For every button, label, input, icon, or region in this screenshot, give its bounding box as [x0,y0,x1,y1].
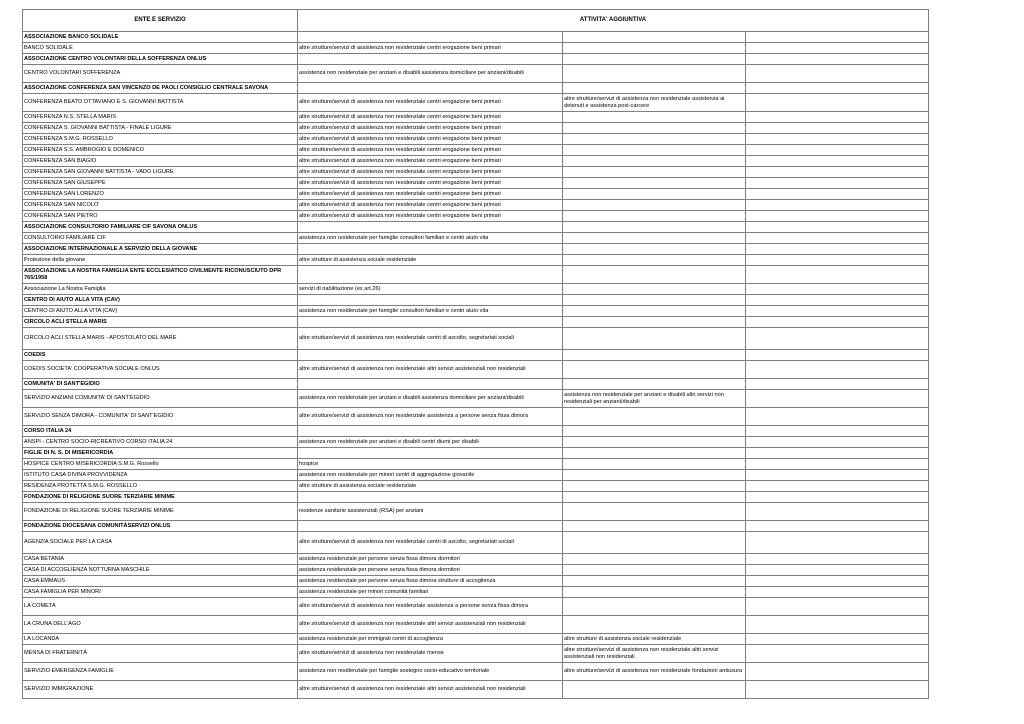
group-header-row [23,350,929,361]
ente-cell: CORSO ITALIA 24 [23,426,298,437]
ente-cell: COMUNITA' DI SANT'EGIDIO [23,379,298,390]
table-row [23,532,929,554]
attivita-cell-1: assistenza non residenziale per famiglie consultori familiari e centri aiuto vita [298,233,563,244]
ente-cell: CASA FAMIGLIA PER MINORI [23,587,298,598]
attivita-cell-2 [563,43,746,54]
ente-cell: ASSOCIAZIONE INTERNAZIONALE A SERVIZIO DELLA GIOVANE [23,244,298,255]
attivita-cell-2 [563,576,746,587]
attivita-cell-3 [746,284,929,295]
table-body [23,32,929,699]
table-row [23,408,929,426]
attivita-cell-2 [563,178,746,189]
ente-cell: ASSOCIAZIONE CONFERENZA SAN VINCENZO DE PAOLI CONSIGLIO CENTRALE SAVONA [23,83,298,94]
attivita-cell-1 [298,448,563,459]
table-row [23,459,929,470]
attivita-cell-2 [563,361,746,379]
group-header-row [23,266,929,284]
attivita-cell-3 [746,156,929,167]
attivita-cell-2 [563,306,746,317]
attivita-cell-3 [746,43,929,54]
attivita-cell-3 [746,437,929,448]
services-table [22,9,929,699]
attivita-cell-3 [746,328,929,350]
ente-cell: LA LOCANDA [23,634,298,645]
attivita-cell-1: altre strutture/servizi di assistenza non residenziale assistenza a persone senza fissa dimora [298,598,563,616]
attivita-cell-1: altre strutture/servizi di assistenza non residenziale centri erogazione beni primari [298,189,563,200]
attivita-cell-2 [563,408,746,426]
attivita-cell-2 [563,123,746,134]
attivita-cell-3 [746,123,929,134]
attivita-cell-2 [563,83,746,94]
attivita-cell-3 [746,459,929,470]
ente-cell: AGENZIA SOCIALE PER LA CASA [23,532,298,554]
attivita-cell-2 [563,244,746,255]
attivita-cell-3 [746,426,929,437]
attivita-cell-2 [563,145,746,156]
attivita-cell-3 [746,112,929,123]
attivita-cell-2 [563,200,746,211]
ente-cell: CASA BETANIA [23,554,298,565]
table-row [23,189,929,200]
table-row [23,156,929,167]
ente-cell: FONDAZIONE DI RELIGIONE SUORE TERZIARIE MINIME [23,492,298,503]
attivita-cell-1: hospice [298,459,563,470]
attivita-cell-2 [563,521,746,532]
ente-cell: CIRCOLO ACLI STELLA MARIS - APOSTOLATO DEL MARE [23,328,298,350]
group-header-row [23,317,929,328]
attivita-cell-2 [563,554,746,565]
ente-cell: CIRCOLO ACLI STELLA MARIS [23,317,298,328]
ente-cell: COEDIS SOCIETA' COOPERATIVA SOCIALE ONLUS [23,361,298,379]
attivita-cell-1 [298,32,563,43]
ente-cell: SERVIZIO SENZA DIMORA - COMUNITA' DI SANT'EGIDIO [23,408,298,426]
table-row [23,112,929,123]
attivita-cell-3 [746,645,929,663]
attivita-cell-1: altre strutture/servizi di assistenza non residenziale altri servizi assistenziali non residenziali [298,616,563,634]
attivita-cell-1: assistenza residenziale per persone senza fissa dimora dormitori [298,554,563,565]
attivita-cell-3 [746,576,929,587]
attivita-cell-1: altre strutture/servizi di assistenza non residenziale centri erogazione beni primari [298,156,563,167]
ente-cell: CONFERENZA N.S. STELLA MARIS [23,112,298,123]
ente-cell: LA COMETA [23,598,298,616]
attivita-cell-2 [563,437,746,448]
attivita-cell-3 [746,317,929,328]
attivita-cell-1 [298,521,563,532]
attivita-cell-1 [298,295,563,306]
attivita-cell-1 [298,266,563,284]
attivita-cell-2 [563,426,746,437]
table-row [23,681,929,699]
table-row [23,437,929,448]
attivita-cell-1: altre strutture/servizi di assistenza non residenziale centri erogazione beni primari [298,211,563,222]
attivita-cell-1 [298,350,563,361]
ente-cell: CASA DI ACCOGLIENZA NOTTURNA MASCHILE [23,565,298,576]
attivita-cell-3 [746,532,929,554]
attivita-cell-3 [746,634,929,645]
attivita-cell-3 [746,306,929,317]
attivita-cell-3 [746,65,929,83]
attivita-cell-3 [746,255,929,266]
attivita-cell-3 [746,200,929,211]
ente-cell: SERVIZIO ANZIANI COMUNITA' DI SANT'EGIDIO [23,390,298,408]
table-row [23,587,929,598]
attivita-cell-3 [746,145,929,156]
attivita-cell-3 [746,295,929,306]
ente-cell: CONFERENZA SAN GIOVANNI BATTISTA - VADO LIGURE [23,167,298,178]
attivita-cell-1: assistenza non residenziale per anziani e disabili assistenza domiciliare per anziani/disabili [298,65,563,83]
attivita-cell-3 [746,178,929,189]
table-row [23,178,929,189]
attivita-cell-2 [563,255,746,266]
table-row [23,576,929,587]
table-row [23,233,929,244]
attivita-cell-1: altre strutture/servizi di assistenza non residenziale mense [298,645,563,663]
group-header-row [23,492,929,503]
attivita-cell-1: altre strutture di assistenza sociale residenziale [298,255,563,266]
attivita-cell-3 [746,587,929,598]
attivita-cell-1: altre strutture/servizi di assistenza non residenziale centri erogazione beni primari [298,167,563,178]
attivita-cell-1 [298,83,563,94]
attivita-cell-1: altre strutture/servizi di assistenza non residenziale centri erogazione beni primari [298,145,563,156]
table-row [23,616,929,634]
table-row [23,145,929,156]
ente-cell: CASA EMMAUS [23,576,298,587]
attivita-cell-1: altre strutture/servizi di assistenza non residenziale centri erogazione beni primari [298,94,563,112]
attivita-cell-1: altre strutture/servizi di assistenza non residenziale assistenza a persone senza fissa dimora [298,408,563,426]
attivita-cell-1: altre strutture/servizi di assistenza non residenziale centri erogazione beni primari [298,134,563,145]
ente-cell: FONDAZIONE DIOCESANA COMUNITÀSERVIZI ONLUS [23,521,298,532]
ente-cell: CONFERENZA SAN NICOLO' [23,200,298,211]
attivita-cell-3 [746,565,929,576]
attivita-cell-3 [746,361,929,379]
attivita-cell-2 [563,295,746,306]
attivita-cell-2: altre strutture/servizi di assistenza non residenziale fondazioni antiusura [563,663,746,681]
table-row [23,554,929,565]
attivita-cell-1: assistenza residenziale per persone senza fissa dimora dormitori [298,565,563,576]
attivita-cell-2 [563,112,746,123]
attivita-cell-1: servizi di riabilitazione (ex art.26) [298,284,563,295]
ente-cell: MENSA DI FRATERNITÀ [23,645,298,663]
attivita-cell-2: altre strutture/servizi di assistenza non residenziale assistenza ai detenuti e assistenza post-carcere [563,94,746,112]
attivita-cell-1: altre strutture/servizi di assistenza non residenziale centri di ascolto, segretariati sociali [298,328,563,350]
attivita-cell-3 [746,83,929,94]
table-row [23,645,929,663]
attivita-cell-3 [746,390,929,408]
attivita-cell-2 [563,350,746,361]
ente-cell: COEDIS [23,350,298,361]
attivita-cell-3 [746,244,929,255]
ente-cell: CONFERENZA SAN BIAGIO [23,156,298,167]
attivita-cell-3 [746,503,929,521]
attivita-cell-3 [746,448,929,459]
ente-cell: CENTRO VOLONTARI SOFFERENZA [23,65,298,83]
attivita-cell-2 [563,565,746,576]
attivita-cell-2 [563,503,746,521]
attivita-cell-3 [746,266,929,284]
header-row [23,10,929,32]
attivita-cell-3 [746,233,929,244]
table-row [23,94,929,112]
attivita-cell-1: altre strutture/servizi di assistenza non residenziale centri erogazione beni primari [298,43,563,54]
attivita-cell-1: altre strutture/servizi di assistenza non residenziale centri di ascolto, segretariati sociali [298,532,563,554]
attivita-cell-2 [563,266,746,284]
ente-cell: FONDAZIONE DI RELIGIONE SUORE TERZIARIE MINIME [23,503,298,521]
table-row [23,43,929,54]
attivita-cell-3 [746,167,929,178]
ente-cell: ASSOCIAZIONE CENTRO VOLONTARI DELLA SOFFERENZA ONLUS [23,54,298,65]
ente-cell: ISTITUTO CASA DIVINA PROVVIDENZA [23,470,298,481]
attivita-cell-2 [563,598,746,616]
group-header-row [23,83,929,94]
attivita-cell-3 [746,470,929,481]
attivita-cell-1: assistenza residenziale per immigrati centri di accoglienza [298,634,563,645]
attivita-cell-3 [746,598,929,616]
attivita-cell-2 [563,54,746,65]
attivita-cell-2 [563,616,746,634]
attivita-cell-2 [563,459,746,470]
attivita-cell-3 [746,134,929,145]
ente-cell: HOSPICE CENTRO MISERICORDIA S.M.G. Rossello [23,459,298,470]
table-row [23,167,929,178]
ente-cell: CONFERENZA SAN PIETRO [23,211,298,222]
table-row [23,481,929,492]
group-header-row [23,379,929,390]
attivita-cell-3 [746,350,929,361]
attivita-cell-3 [746,32,929,43]
attivita-cell-1: assistenza non residenziale per famiglie sostegno socio-educativo territoriale [298,663,563,681]
ente-cell: CONFERENZA SAN GIUSEPPE [23,178,298,189]
group-header-row [23,426,929,437]
attivita-cell-3 [746,189,929,200]
attivita-cell-1: altre strutture/servizi di assistenza non residenziale centri erogazione beni primari [298,178,563,189]
attivita-cell-2 [563,317,746,328]
attivita-cell-2 [563,222,746,233]
attivita-cell-1 [298,54,563,65]
attivita-cell-2 [563,328,746,350]
group-header-row [23,222,929,233]
attivita-cell-1: altre strutture/servizi di assistenza non residenziale altri servizi assistenziali non residenziali [298,361,563,379]
attivita-cell-3 [746,211,929,222]
attivita-cell-1 [298,492,563,503]
ente-cell: CONFERENZA S.S. AMBROGIO E DOMENICO [23,145,298,156]
group-header-row [23,295,929,306]
attivita-cell-3 [746,554,929,565]
attivita-cell-2 [563,448,746,459]
table-row [23,211,929,222]
attivita-cell-2 [563,134,746,145]
table-row [23,255,929,266]
attivita-cell-1: residenze sanitarie assistenziali (RSA) per anziani [298,503,563,521]
attivita-cell-1: altre strutture/servizi di assistenza non residenziale altri servizi assistenziali non residenziali [298,681,563,699]
table-row [23,284,929,295]
spreadsheet [22,9,928,699]
attivita-cell-2 [563,32,746,43]
table-row [23,634,929,645]
table-row [23,565,929,576]
attivita-cell-2 [563,481,746,492]
attivita-cell-1 [298,222,563,233]
table-row [23,598,929,616]
group-header-row [23,32,929,43]
ente-cell: ASSOCIAZIONE BANCO SOLIDALE [23,32,298,43]
attivita-cell-2 [563,379,746,390]
attivita-cell-3 [746,379,929,390]
table-row [23,503,929,521]
table-row [23,328,929,350]
attivita-cell-3 [746,616,929,634]
attivita-cell-1: altre strutture/servizi di assistenza non residenziale centri erogazione beni primari [298,112,563,123]
attivita-cell-3 [746,222,929,233]
table-row [23,134,929,145]
ente-cell: RESIDENZA PROTETTA S.M.G. ROSSELLO [23,481,298,492]
attivita-cell-1: altre strutture di assistenza sociale residenziale [298,481,563,492]
table-row [23,306,929,317]
ente-cell: CONFERENZA BEATO OTTAVIANO E S. GIOVANNI BATTISTA [23,94,298,112]
group-header-row [23,448,929,459]
ente-cell: BANCO SOLIDALE [23,43,298,54]
attivita-cell-3 [746,492,929,503]
attivita-cell-1 [298,426,563,437]
table-row [23,65,929,83]
attivita-cell-1: assistenza non residenziale per anziani e disabili centri diurni per disabili [298,437,563,448]
attivita-cell-1: altre strutture/servizi di assistenza non residenziale centri erogazione beni primari [298,123,563,134]
group-header-row [23,54,929,65]
attivita-cell-2 [563,167,746,178]
ente-cell: CONFERENZA SAN LORENZO [23,189,298,200]
attivita-cell-1 [298,244,563,255]
group-header-row [23,244,929,255]
attivita-cell-2 [563,189,746,200]
attivita-cell-2: altre strutture di assistenza sociale residenziale [563,634,746,645]
ente-cell: CONFERENZA S.M.G. ROSSELLO [23,134,298,145]
header-attivita: ATTIVITA' AGGIUNTIVA [298,10,929,32]
attivita-cell-2 [563,681,746,699]
attivita-cell-3 [746,681,929,699]
attivita-cell-1: assistenza non residenziale per anziani e disabili assistenza domiciliare per anziani/disabili [298,390,563,408]
attivita-cell-2 [563,233,746,244]
attivita-cell-1: assistenza non residenziale per famiglie consultori familiari e centri aiuto vita [298,306,563,317]
ente-cell: CENTRO DI AIUTO ALLA VITA (CAV) [23,295,298,306]
attivita-cell-2: altre strutture/servizi di assistenza non residenziale altri servizi assistenziali non residenziali [563,645,746,663]
ente-cell: CONFERENZA S. GIOVANNI BATTISTA - FINALE LIGURE [23,123,298,134]
attivita-cell-1: assistenza residenziale per persone senza fissa dimora strutture di accoglienza [298,576,563,587]
attivita-cell-1: assistenza non residenziale per minori centri di aggregazione giovanile [298,470,563,481]
table-row [23,361,929,379]
attivita-cell-3 [746,94,929,112]
ente-cell: CONSULTORIO FAMILIARE CIF [23,233,298,244]
attivita-cell-3 [746,481,929,492]
table-row [23,663,929,681]
attivita-cell-2 [563,65,746,83]
ente-cell: LA CRUNA DELL'AGO [23,616,298,634]
ente-cell: ANSPI - CENTRO SOCIO-RICREATIVO CORSO ITALIA 24 [23,437,298,448]
attivita-cell-2 [563,470,746,481]
attivita-cell-1: altre strutture/servizi di assistenza non residenziale centri erogazione beni primari [298,200,563,211]
ente-cell: SERVIZIO IMMIGRAZIONE [23,681,298,699]
attivita-cell-2: assistenza non residenziale per anziani e disabili altri servizi non residenziali per anziani/disabili [563,390,746,408]
attivita-cell-2 [563,492,746,503]
attivita-cell-2 [563,587,746,598]
header-ente: ENTE E SERVIZIO [23,10,298,32]
attivita-cell-3 [746,54,929,65]
table-row [23,390,929,408]
table-row [23,200,929,211]
attivita-cell-2 [563,211,746,222]
attivita-cell-1: assistenza residenziale per minori comunità familiari [298,587,563,598]
attivita-cell-2 [563,532,746,554]
ente-cell: FIGLIE DI N. S. DI MISERICORDIA [23,448,298,459]
attivita-cell-1 [298,317,563,328]
ente-cell: ASSOCIAZIONE LA NOSTRA FAMIGLIA ENTE ECCLESIATICO CIVILMENTE RICONUSCIUTO DPR 765/1958 [23,266,298,284]
table-row [23,123,929,134]
attivita-cell-2 [563,156,746,167]
attivita-cell-3 [746,408,929,426]
ente-cell: Protezione della giovane [23,255,298,266]
attivita-cell-3 [746,663,929,681]
attivita-cell-3 [746,521,929,532]
attivita-cell-2 [563,284,746,295]
ente-cell: ASSOCIAZIONE CONSULTORIO FAMILIARE CIF SAVONA ONLUS [23,222,298,233]
attivita-cell-1 [298,379,563,390]
ente-cell: CENTRO DI AIUTO ALLA VITA (CAV) [23,306,298,317]
ente-cell: SERVIZIO EMERGENZA FAMIGLIE [23,663,298,681]
table-row [23,470,929,481]
ente-cell: Associazione La Nostra Famiglia [23,284,298,295]
group-header-row [23,521,929,532]
